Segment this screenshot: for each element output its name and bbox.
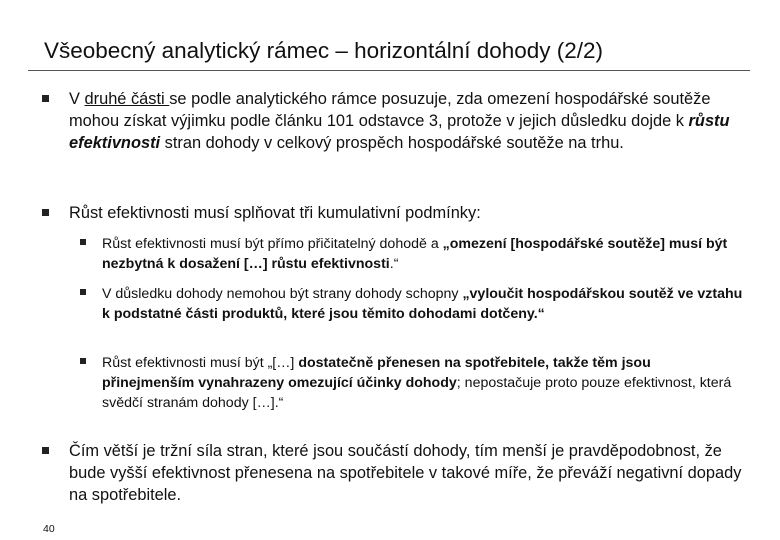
condition-text (102, 234, 745, 274)
condition-text (102, 284, 745, 324)
text-segment: Růst efektivnosti musí být přímo přičitatelný dohodě a (102, 236, 443, 252)
slide-title: Všeobecný analytický rámec – horizontální dohody (2/2) (44, 38, 604, 63)
condition-text (102, 353, 745, 413)
text-segment: Růst efektivnosti musí být „[…] (102, 355, 299, 371)
bullet-conditions-intro (42, 202, 742, 224)
square-bullet-icon (80, 239, 86, 245)
bold-phrase: „vyloučit hospodářskou soutěž ve vztahu k podstatné části produktů, které jsou těmito dohodami dotčeny.“ (102, 286, 743, 322)
condition-item (80, 234, 745, 274)
text-segment: ; nepostačuje proto pouze efektivnost, která svědčí stranám dohody […].“ (102, 375, 732, 411)
text-segment: stran dohody v celkový prospěch hospodářské soutěže na trhu. (160, 134, 624, 152)
bullet-text: Čím větší je tržní síla stran, které jsou součástí dohody, tím menší je pravděpodobnost, že bude vyšší efektivnost přenesena na spotřebitele v takové míře, že převáží negativní dopady na spotřebitele. (69, 442, 742, 504)
square-bullet-icon (42, 447, 49, 454)
bullet-text: Růst efektivnosti musí splňovat tři kumulativní podmínky: (69, 204, 481, 222)
bold-phrase: „omezení [hospodářské soutěže] musí být nezbytná k dosažení […] růstu efektivnosti (102, 236, 728, 272)
square-bullet-icon (80, 358, 86, 364)
square-bullet-icon (42, 95, 49, 102)
square-bullet-icon (80, 289, 86, 295)
bullet-second-part (42, 88, 742, 154)
condition-item (80, 284, 745, 324)
page-number: 40 (43, 523, 55, 535)
bullet-text (69, 88, 742, 154)
text-segment: V (69, 90, 85, 108)
square-bullet-icon (42, 209, 49, 216)
bold-phrase: dostatečně přenesen na spotřebitele, takže těm jsou přinejmenším vynahrazeny omezující účinky dohody (102, 355, 651, 391)
title-divider (28, 70, 750, 71)
emphasis-phrase: růstu efektivnosti (69, 112, 730, 152)
bullet-market-power (42, 440, 742, 506)
text-segment: .“ (389, 256, 399, 272)
text-segment: se podle analytického rámce posuzuje, zda omezení hospodářské soutěže mohou získat výjimku podle článku 101 odstavce 3, protože v jejich důsledku dojde k (69, 90, 711, 130)
condition-item (80, 353, 745, 413)
underlined-phrase: druhé části (84, 90, 170, 108)
text-segment: V důsledku dohody nemohou být strany dohody schopny (102, 286, 463, 302)
